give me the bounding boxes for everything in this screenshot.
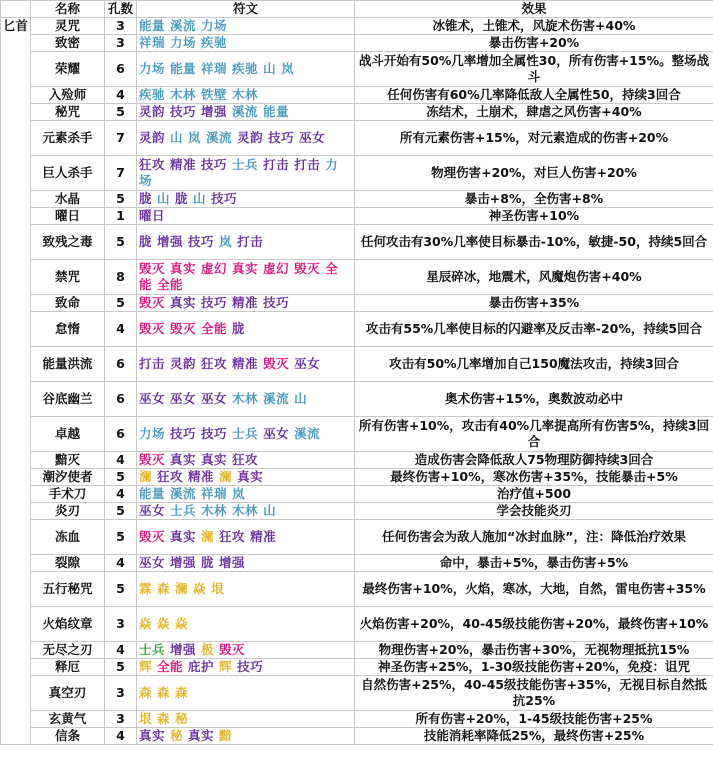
rune: 山 [170, 130, 184, 145]
rune: 毁灭 [139, 452, 166, 467]
rune-word-name: 谷底幽兰 [31, 382, 105, 417]
rune: 焱 [157, 616, 171, 631]
rune: 黯 [219, 728, 233, 743]
effect-text: 技能消耗率降低25%，最终伤害+25% [355, 728, 713, 745]
rune: 毁灭 [139, 321, 166, 336]
hole-count: 5 [105, 503, 137, 520]
rune: 打击 [139, 356, 166, 371]
rune: 能量 [263, 104, 290, 119]
rune: 力场 [170, 35, 197, 50]
hole-count: 6 [105, 382, 137, 417]
rune: 全能 [201, 321, 228, 336]
rune: 澜 [219, 469, 233, 484]
rune-word-name: 冻血 [31, 520, 105, 555]
rune: 祥瑞 [201, 486, 228, 501]
hole-count: 5 [105, 104, 137, 121]
rune: 巫女 [299, 130, 326, 145]
table-row [1, 486, 713, 503]
header-row [1, 1, 713, 18]
rune-word-name: 炎刃 [31, 503, 105, 520]
hole-count: 4 [105, 312, 137, 347]
rune: 真实 [170, 529, 197, 544]
rune: 精准 [232, 356, 259, 371]
effect-text: 物理伤害+20%，对巨人伤害+20% [355, 156, 713, 191]
rune-list [137, 191, 355, 208]
hole-count: 3 [105, 35, 137, 52]
rune: 山 [263, 61, 277, 76]
rune: 灵韵 [139, 104, 166, 119]
rune: 技巧 [201, 295, 228, 310]
rune: 毁灭 [294, 261, 321, 276]
rune: 狂攻 [232, 452, 259, 467]
rune: 霖 [139, 581, 153, 596]
rune: 打击 [263, 157, 290, 172]
rune: 精准 [188, 469, 215, 484]
rune: 铁壁 [201, 87, 228, 102]
rune-word-name: 灵咒 [31, 18, 105, 35]
rune-list [137, 35, 355, 52]
rune: 力场 [201, 18, 228, 33]
rune: 木林 [232, 503, 259, 518]
rune: 狂攻 [201, 356, 228, 371]
table-row [1, 87, 713, 104]
table-row [1, 452, 713, 469]
rune: 狂攻 [219, 529, 246, 544]
rune: 胧 [232, 321, 246, 336]
effect-text: 攻击有50%几率增加自己150魔法攻击，持续3回合 [355, 347, 713, 382]
rune: 增强 [201, 104, 228, 119]
rune: 技巧 [237, 659, 264, 674]
rune: 祥瑞 [139, 35, 166, 50]
rune: 岚 [232, 486, 246, 501]
hole-count: 5 [105, 659, 137, 676]
rune: 祥瑞 [201, 61, 228, 76]
hole-count: 5 [105, 225, 137, 260]
rune-word-name: 信条 [31, 728, 105, 745]
table-row [1, 208, 713, 225]
rune: 真实 [201, 452, 228, 467]
rune: 胧 [175, 191, 189, 206]
table-row [1, 572, 713, 607]
effect-text: 暴击+8%，全伤害+8% [355, 191, 713, 208]
effect-text: 最终伤害+10%，寒冰伤害+35%，技能暴击+5% [355, 469, 713, 486]
rune-list [137, 520, 355, 555]
rune: 垠 [211, 581, 225, 596]
rune-word-name: 元素杀手 [31, 121, 105, 156]
effect-text: 任何伤害有60%几率降低敌人全属性50，持续3回合 [355, 87, 713, 104]
rune: 澜 [139, 469, 153, 484]
rune: 精准 [232, 295, 259, 310]
rune: 技巧 [170, 104, 197, 119]
rune-list [137, 607, 355, 642]
rune: 山 [157, 191, 171, 206]
rune: 溪流 [232, 104, 259, 119]
effect-text: 造成伤害会降低敌人75物理防御持续3回合 [355, 452, 713, 469]
rune: 胧 [139, 234, 153, 249]
rune: 辉 [139, 659, 153, 674]
rune: 岚 [281, 61, 295, 76]
effect-text: 命中，暴击+5%，暴击伤害+5% [355, 555, 713, 572]
rune: 巫女 [201, 391, 228, 406]
rune: 胧 [139, 191, 153, 206]
table-row [1, 555, 713, 572]
rune: 增强 [157, 234, 184, 249]
rune: 毁灭 [139, 295, 166, 310]
rune: 技巧 [268, 130, 295, 145]
rune-word-name: 入殓师 [31, 87, 105, 104]
effect-text: 火焰伤害+20%，40-45级技能伤害+20%，最终伤害+10% [355, 607, 713, 642]
rune-list [137, 572, 355, 607]
rune: 力场 [139, 61, 166, 76]
table-row [1, 520, 713, 555]
rune-word-name: 秘咒 [31, 104, 105, 121]
rune-list [137, 642, 355, 659]
rune: 巫女 [263, 426, 290, 441]
table-body [1, 18, 713, 745]
hole-count: 4 [105, 486, 137, 503]
hole-count: 3 [105, 711, 137, 728]
rune-list [137, 469, 355, 486]
rune: 森 [157, 711, 171, 726]
hole-count: 4 [105, 555, 137, 572]
rune: 增强 [219, 555, 246, 570]
table-row [1, 659, 713, 676]
rune-word-name: 真空刃 [31, 676, 105, 711]
rune: 庇护 [188, 659, 215, 674]
table-row [1, 295, 713, 312]
rune-list [137, 452, 355, 469]
rune: 木林 [201, 503, 228, 518]
rune: 技巧 [188, 234, 215, 249]
rune: 虚幻 [201, 261, 228, 276]
effect-text: 学会技能炎刃 [355, 503, 713, 520]
rune: 巫女 [139, 503, 166, 518]
table-row [1, 52, 713, 87]
rune: 岚 [219, 234, 233, 249]
rune: 山 [193, 191, 207, 206]
rune: 垠 [139, 711, 153, 726]
rune: 曜日 [139, 208, 166, 223]
table-row [1, 676, 713, 711]
table-row [1, 417, 713, 452]
hole-count: 6 [105, 52, 137, 87]
rune-list [137, 87, 355, 104]
rune: 木林 [232, 87, 259, 102]
hole-count: 5 [105, 572, 137, 607]
effect-text: 物理伤害+20%，暴击伤害+30%，无视物理抵抗15% [355, 642, 713, 659]
rune: 力场 [139, 157, 339, 188]
rune-list [137, 659, 355, 676]
effect-text: 任何伤害会为敌人施加“冰封血脉”，注：降低治疗效果 [355, 520, 713, 555]
rune: 溪流 [170, 486, 197, 501]
rune: 巫女 [139, 555, 166, 570]
header-effect: 效果 [355, 1, 713, 18]
rune-list [137, 728, 355, 745]
rune-word-name: 能量洪流 [31, 347, 105, 382]
effect-text: 自然伤害+25%，40-45级技能伤害+35%，无视目标自然抵抗25% [355, 676, 713, 711]
rune-word-name: 黯灭 [31, 452, 105, 469]
rune: 全能 [139, 261, 339, 292]
rune: 能量 [139, 18, 166, 33]
table-row [1, 18, 713, 35]
hole-count: 3 [105, 676, 137, 711]
rune: 辉 [219, 659, 233, 674]
rune: 能量 [139, 486, 166, 501]
rune: 森 [157, 685, 171, 700]
effect-text: 战斗开始有50%几率增加全属性30，所有伤害+15%。整场战斗 [355, 52, 713, 87]
rune-word-name: 荣耀 [31, 52, 105, 87]
rune: 焱 [175, 616, 189, 631]
hole-count: 3 [105, 607, 137, 642]
rune: 打击 [237, 234, 264, 249]
rune-list [137, 555, 355, 572]
hole-count: 4 [105, 87, 137, 104]
rune: 灵韵 [237, 130, 264, 145]
rune-word-name: 怠惰 [31, 312, 105, 347]
rune: 士兵 [139, 642, 166, 657]
table-row [1, 347, 713, 382]
rune: 士兵 [232, 157, 259, 172]
effect-text: 所有元素伤害+15%，对元素造成的伤害+20% [355, 121, 713, 156]
effect-text: 任何攻击有30%几率使目标暴击-10%，敏捷-50，持续5回合 [355, 225, 713, 260]
rune: 森 [175, 685, 189, 700]
table-row [1, 382, 713, 417]
rune: 精准 [170, 157, 197, 172]
rune: 澜 [175, 581, 189, 596]
rune: 胧 [201, 555, 215, 570]
rune: 全能 [157, 659, 184, 674]
rune-word-name: 释厄 [31, 659, 105, 676]
rune-list [137, 121, 355, 156]
rune: 技巧 [201, 157, 228, 172]
rune: 木林 [232, 391, 259, 406]
rune: 士兵 [232, 426, 259, 441]
table-row [1, 503, 713, 520]
effect-text: 攻击有55%几率使目标的闪避率及反击率-20%，持续5回合 [355, 312, 713, 347]
table-row [1, 642, 713, 659]
rune: 毁灭 [263, 356, 290, 371]
effect-text: 星辰碎冰，地震术，风魔炮伤害+40% [355, 260, 713, 295]
rune: 狂攻 [157, 469, 184, 484]
rune: 能量 [170, 61, 197, 76]
hole-count: 5 [105, 295, 137, 312]
rune-word-name: 致残之毒 [31, 225, 105, 260]
rune: 山 [263, 503, 277, 518]
hole-count: 5 [105, 469, 137, 486]
rune: 毁灭 [139, 261, 166, 276]
rune: 巫女 [170, 391, 197, 406]
hole-count: 7 [105, 121, 137, 156]
effect-text: 冻结术，土崩术，肆虐之风伤害+40% [355, 104, 713, 121]
category-cell: 匕首 [1, 18, 31, 745]
effect-text: 神圣伤害+10% [355, 208, 713, 225]
hole-count: 5 [105, 520, 137, 555]
rune: 秘 [170, 728, 184, 743]
hole-count: 4 [105, 642, 137, 659]
effect-text: 冰锥术，土锥术，风旋术伤害+40% [355, 18, 713, 35]
rune: 精准 [250, 529, 277, 544]
rune-word-name: 禁咒 [31, 260, 105, 295]
effect-text: 暴击伤害+35% [355, 295, 713, 312]
rune: 焱 [193, 581, 207, 596]
rune: 森 [157, 581, 171, 596]
rune: 疾驰 [232, 61, 259, 76]
rune: 力场 [139, 426, 166, 441]
effect-text: 神圣伤害+25%，1-30级技能伤害+20%，免疫：诅咒 [355, 659, 713, 676]
table-row [1, 711, 713, 728]
table-row [1, 312, 713, 347]
header-name: 名称 [31, 1, 105, 18]
rune-word-name: 致密 [31, 35, 105, 52]
table-row [1, 469, 713, 486]
rune: 技巧 [201, 426, 228, 441]
rune: 毁灭 [139, 529, 166, 544]
rune: 真实 [170, 295, 197, 310]
rune-list [137, 156, 355, 191]
effect-text: 所有伤害+20%，1-45级技能伤害+25% [355, 711, 713, 728]
rune: 技巧 [211, 191, 238, 206]
rune: 森 [139, 685, 153, 700]
rune-word-name: 卓越 [31, 417, 105, 452]
rune-list [137, 382, 355, 417]
rune: 真实 [232, 261, 259, 276]
rune: 真实 [170, 452, 197, 467]
rune-list [137, 347, 355, 382]
header-holes: 孔数 [105, 1, 137, 18]
rune-word-name: 火焰纹章 [31, 607, 105, 642]
rune-list [137, 104, 355, 121]
rune: 溪流 [263, 391, 290, 406]
rune: 疾驰 [139, 87, 166, 102]
rune-word-name: 手术刀 [31, 486, 105, 503]
header-runes: 符文 [137, 1, 355, 18]
effect-text: 暴击伤害+20% [355, 35, 713, 52]
rune: 毁灭 [170, 321, 197, 336]
rune-list [137, 486, 355, 503]
rune-list [137, 208, 355, 225]
rune: 巫女 [294, 356, 321, 371]
rune-word-name: 玄黄气 [31, 711, 105, 728]
rune: 毁灭 [219, 642, 246, 657]
rune-list [137, 52, 355, 87]
rune: 增强 [170, 555, 197, 570]
rune: 真实 [139, 728, 166, 743]
rune: 溪流 [294, 426, 321, 441]
rune-word-name: 致命 [31, 295, 105, 312]
table-row [1, 607, 713, 642]
table-row [1, 156, 713, 191]
rune-list [137, 676, 355, 711]
rune: 山 [294, 391, 308, 406]
table-row [1, 191, 713, 208]
rune: 全能 [157, 277, 184, 292]
hole-count: 3 [105, 18, 137, 35]
rune-word-name: 水晶 [31, 191, 105, 208]
hole-count: 1 [105, 208, 137, 225]
effect-text: 最终伤害+10%，火焰，寒冰，大地，自然，雷电伤害+35% [355, 572, 713, 607]
hole-count: 4 [105, 452, 137, 469]
rune: 灵韵 [139, 130, 166, 145]
rune: 打击 [294, 157, 321, 172]
table-row [1, 104, 713, 121]
table-row [1, 728, 713, 745]
table-row [1, 225, 713, 260]
rune-word-name: 潮汐使者 [31, 469, 105, 486]
hole-count: 6 [105, 417, 137, 452]
rune-word-name: 裂隙 [31, 555, 105, 572]
effect-text: 治疗值+500 [355, 486, 713, 503]
rune-word-name: 曜日 [31, 208, 105, 225]
effect-text: 奥术伤害+15%，奥数波动必中 [355, 382, 713, 417]
rune: 岚 [188, 130, 202, 145]
rune: 巫女 [139, 391, 166, 406]
rune: 真实 [237, 469, 264, 484]
rune: 秘 [175, 711, 189, 726]
rune-word-name: 巨人杀手 [31, 156, 105, 191]
table-row [1, 121, 713, 156]
hole-count: 5 [105, 191, 137, 208]
rune-list [137, 260, 355, 295]
rune: 真实 [170, 261, 197, 276]
rune-list [137, 503, 355, 520]
rune-list [137, 18, 355, 35]
rune-list [137, 711, 355, 728]
rune: 真实 [188, 728, 215, 743]
rune: 疾驰 [201, 35, 228, 50]
table-row [1, 35, 713, 52]
rune: 木林 [170, 87, 197, 102]
rune: 技巧 [170, 426, 197, 441]
rune: 焱 [139, 616, 153, 631]
rune: 狂攻 [139, 157, 166, 172]
rune-list [137, 295, 355, 312]
rune: 溪流 [170, 18, 197, 33]
rune: 溪流 [206, 130, 233, 145]
header-category [1, 1, 31, 18]
hole-count: 4 [105, 728, 137, 745]
rune-word-name: 五行秘咒 [31, 572, 105, 607]
rune-list [137, 225, 355, 260]
hole-count: 6 [105, 347, 137, 382]
rune: 增强 [170, 642, 197, 657]
hole-count: 8 [105, 260, 137, 295]
rune: 技巧 [263, 295, 290, 310]
rune: 澜 [201, 529, 215, 544]
effect-text: 所有伤害+10%，攻击有40%几率提高所有伤害5%，持续3回合 [355, 417, 713, 452]
hole-count: 7 [105, 156, 137, 191]
rune-list [137, 312, 355, 347]
rune: 灵韵 [170, 356, 197, 371]
rune: 极 [201, 642, 215, 657]
table-row [1, 260, 713, 295]
rune: 士兵 [170, 503, 197, 518]
rune-list [137, 417, 355, 452]
rune: 虚幻 [263, 261, 290, 276]
rune-word-name: 无尽之刃 [31, 642, 105, 659]
